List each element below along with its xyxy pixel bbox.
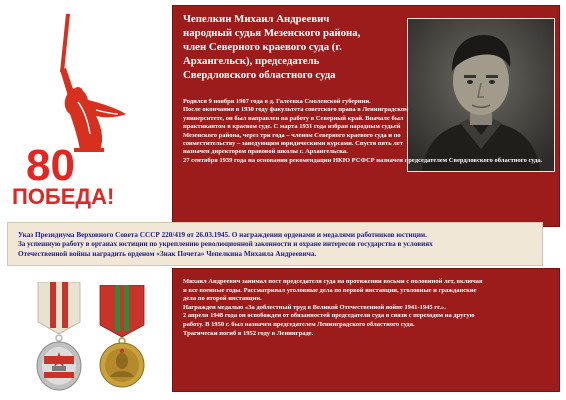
bio-paragraph: 27 сентября 1939 года на основании рекомендации НКЮ РСФСР назначен председателем Свердловского областного суда.: [183, 156, 543, 164]
title-line: народный судья Мезенского района,: [183, 27, 361, 39]
bio-paragraph: После окончания в 1930 году факультета советского права в Ленинградском университете, он был направлен на работу в Северный край. Вначале был практикантом в краевом суде. С марта 1931 года избран народным судьей Мезенского района, через три года – членом Северного краевого суда и по совместительству – заведующим юридическими курсами. Спустя пять лет назначен директором правовой школы г. Архангельска.: [183, 106, 409, 156]
victory-80-logo: [8, 10, 148, 210]
portrait-icon: [408, 19, 554, 171]
bio-paragraph: Родился 9 ноября 1907 года в д. Галеевка Смоленской губернии.: [183, 98, 371, 105]
title-line: Свердловского областного суда: [183, 69, 336, 81]
logo-word: ПОБЕДА!: [12, 184, 115, 209]
motherland-statue-icon: [8, 10, 148, 210]
career-line: Трагически погиб в 1952 году в Ленинграде.: [183, 329, 314, 337]
title-line: член Северного краевого суда (г.: [183, 41, 342, 53]
career-line: дела по второй инстанции.: [183, 295, 262, 303]
biography-panel: [172, 5, 560, 227]
person-title: [183, 12, 398, 82]
decree-line: Указ Президиума Верховного Совета СССР 220/419 от 26.03.1945. О награждении орденами и медалями работников юстиции.: [18, 231, 427, 239]
order-icon: [30, 282, 88, 394]
badge-of-honour-order: [30, 282, 88, 394]
decree-line: Отечественной войны наградить орденом «Знак Почета» Чепелкина Михаила Андреевича.: [18, 249, 317, 258]
title-line: Архангельск), председатель: [183, 55, 320, 67]
logo-number: 80: [26, 141, 75, 190]
career-line: Михаил Андреевич занимал пост председателя суда на протяжении восьми с половиной лет, включая: [183, 278, 483, 285]
career-line: 2 апреля 1948 года он освобожден от обязанностей председателя суда в связи с переходом на другую: [183, 312, 475, 320]
career-line: Награжден медалью «За доблестный труд в Великой Отечественной войне 1941-1945 гг.».: [183, 303, 446, 311]
decree-line: За успешную работу в органах юстиции по укреплению революционной законности и охране интересов государства в условиях: [18, 240, 433, 249]
career-line: и все военные годы. Рассматривал уголовные дела по первой инстанции, уголовные и гражданские: [183, 286, 477, 294]
valiant-labour-medal: [96, 285, 148, 393]
biography-text: [183, 98, 543, 165]
decree-panel: [7, 222, 543, 266]
medal-icon: [96, 285, 148, 393]
career-panel: [172, 268, 560, 392]
portrait-photo: [407, 18, 555, 172]
title-line: Чепелкин Михаил Андреевич: [183, 13, 330, 25]
career-line: работу. В 1950 г. был назначен председателем Ленинградского областного суда.: [183, 320, 415, 328]
